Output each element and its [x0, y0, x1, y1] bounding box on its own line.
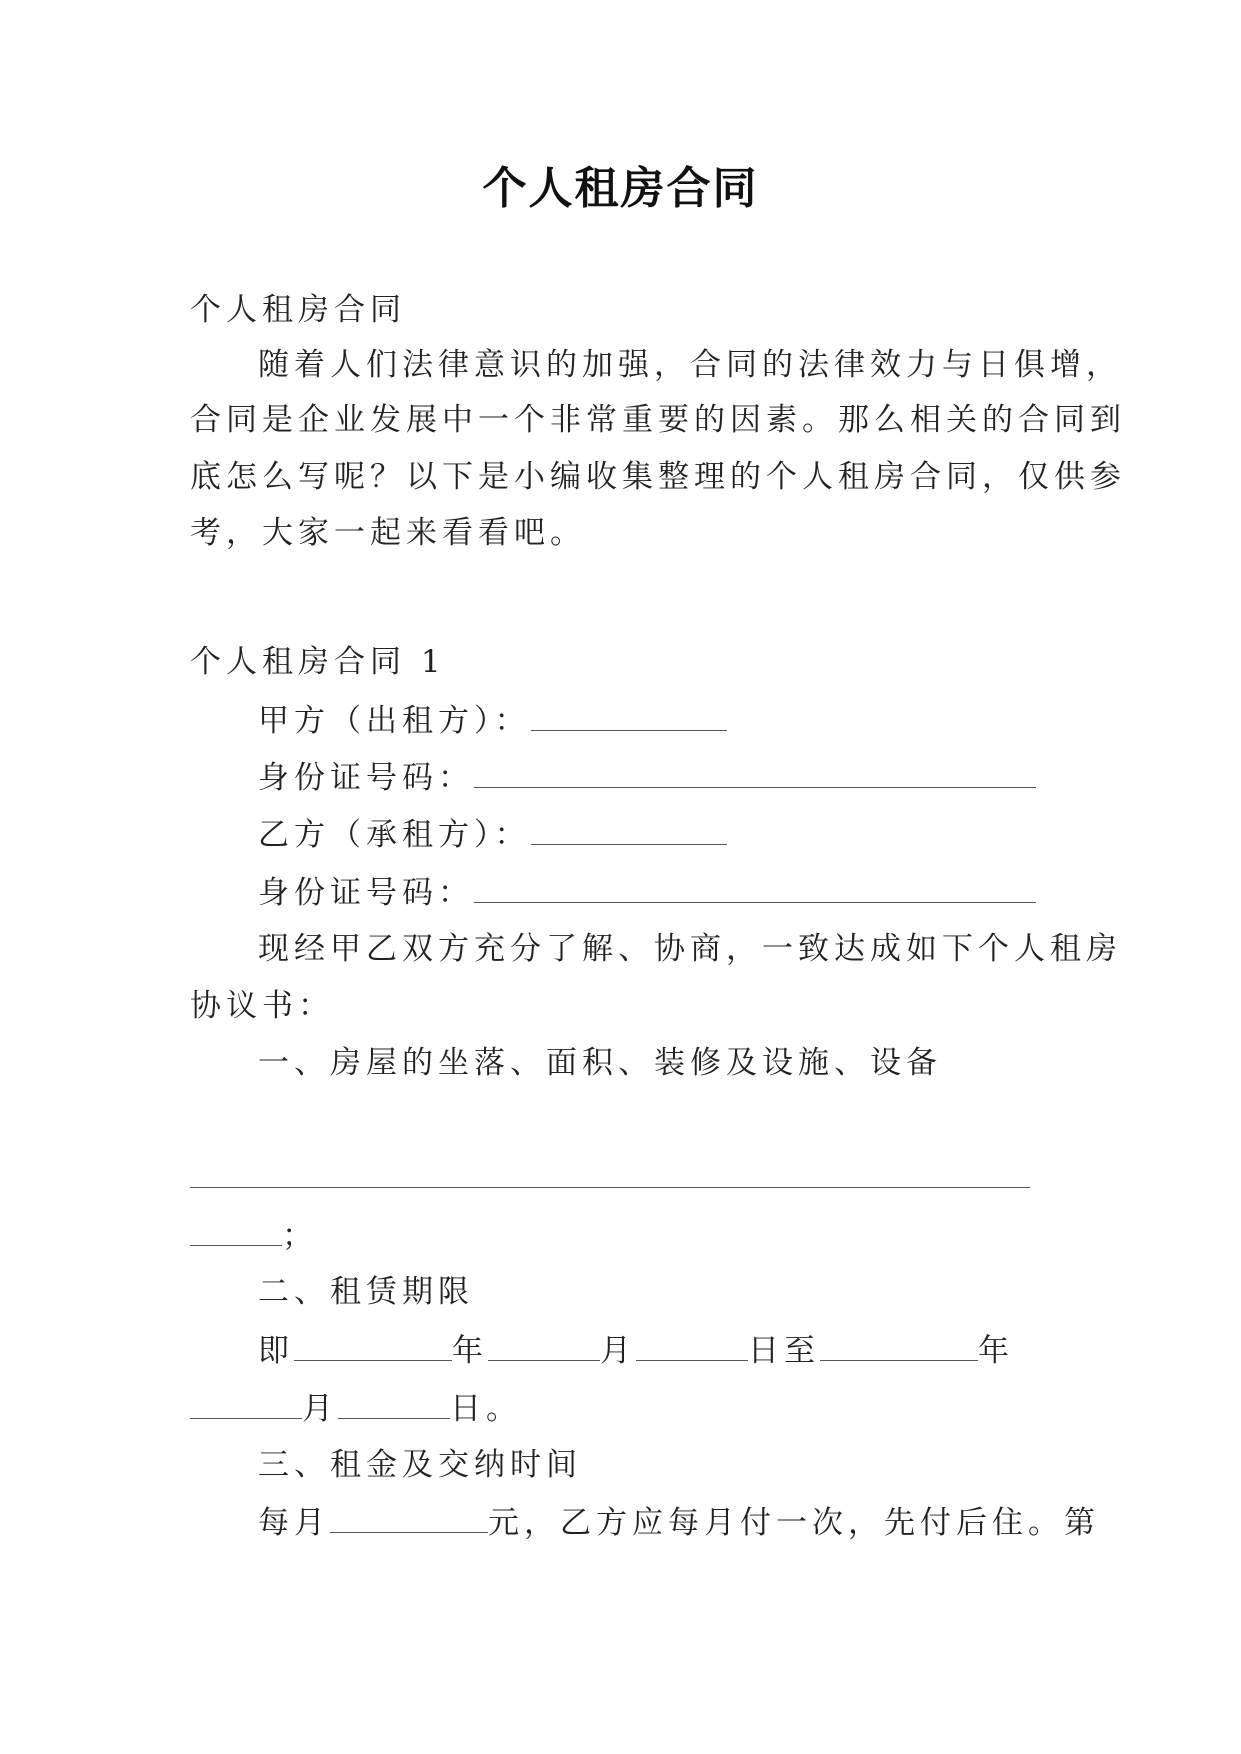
id-a-label: 身份证号码： — [258, 760, 474, 796]
party-b-label: 乙方（承租方）： — [258, 817, 531, 853]
month-label-end: 月 — [302, 1391, 338, 1427]
clause2-title: 二、租赁期限 — [258, 1274, 474, 1310]
clause1-end-blank[interactable] — [190, 1215, 282, 1246]
agreement-line-1: 现经甲乙双方充分了解、协商，一致达成如下个人租房 — [258, 931, 1122, 967]
rent-suffix: 元，乙方应每月付一次，先付后住。第 — [488, 1505, 1100, 1541]
end-year-blank[interactable] — [820, 1330, 978, 1361]
agreement-line-2: 协议书： — [190, 988, 334, 1024]
start-day-blank[interactable] — [636, 1330, 748, 1361]
intro-line-1: 随着人们法律意识的加强，合同的法律效力与日俱增， — [258, 347, 1122, 383]
document-title: 个人租房合同 — [482, 163, 759, 214]
day-to-label: 日至 — [748, 1333, 820, 1369]
end-day-blank[interactable] — [338, 1388, 450, 1419]
id-a-blank[interactable] — [474, 757, 1036, 788]
id-b-label: 身份证号码： — [258, 875, 474, 911]
start-year-blank[interactable] — [294, 1330, 452, 1361]
month-label-start: 月 — [600, 1333, 636, 1369]
clause1-blank[interactable] — [190, 1157, 1030, 1188]
section-heading: 个人租房合同 1 — [190, 644, 446, 680]
clause1-end-row — [190, 1215, 318, 1256]
year-label-end: 年 — [978, 1333, 1014, 1369]
party-a-label: 甲方（出租方）： — [258, 703, 531, 739]
id-b-row — [258, 872, 1036, 913]
clause1-title: 一、房屋的坐落、面积、装修及设施、设备 — [258, 1045, 942, 1081]
rent-prefix: 每月 — [258, 1505, 330, 1541]
id-b-blank[interactable] — [474, 872, 1036, 903]
intro-line-3: 底怎么写呢？以下是小编收集整理的个人租房合同，仅供参 — [190, 459, 1126, 495]
clause3-title: 三、租金及交纳时间 — [258, 1447, 582, 1483]
rent-amount-blank[interactable] — [330, 1502, 488, 1533]
day-end-label: 日。 — [450, 1391, 522, 1427]
intro-line-4: 考，大家一起来看看吧。 — [190, 515, 586, 551]
party-b-blank[interactable] — [531, 814, 727, 845]
lease-period-row-2 — [190, 1388, 522, 1429]
heading: 个人租房合同 — [190, 292, 406, 328]
start-month-blank[interactable] — [488, 1330, 600, 1361]
intro-line-2: 合同是企业发展中一个非常重要的因素。那么相关的合同到 — [190, 402, 1126, 438]
party-a-blank[interactable] — [531, 700, 727, 731]
year-label-start: 年 — [452, 1333, 488, 1369]
lease-period-row-1 — [258, 1330, 1014, 1371]
id-a-row — [258, 757, 1036, 798]
clause1-blank-row — [190, 1157, 1030, 1198]
rent-row — [258, 1502, 1100, 1543]
party-a-row — [258, 700, 727, 741]
lease-prefix: 即 — [258, 1333, 294, 1369]
clause1-end: ； — [282, 1218, 318, 1254]
end-month-blank[interactable] — [190, 1388, 302, 1419]
party-b-row — [258, 814, 727, 855]
